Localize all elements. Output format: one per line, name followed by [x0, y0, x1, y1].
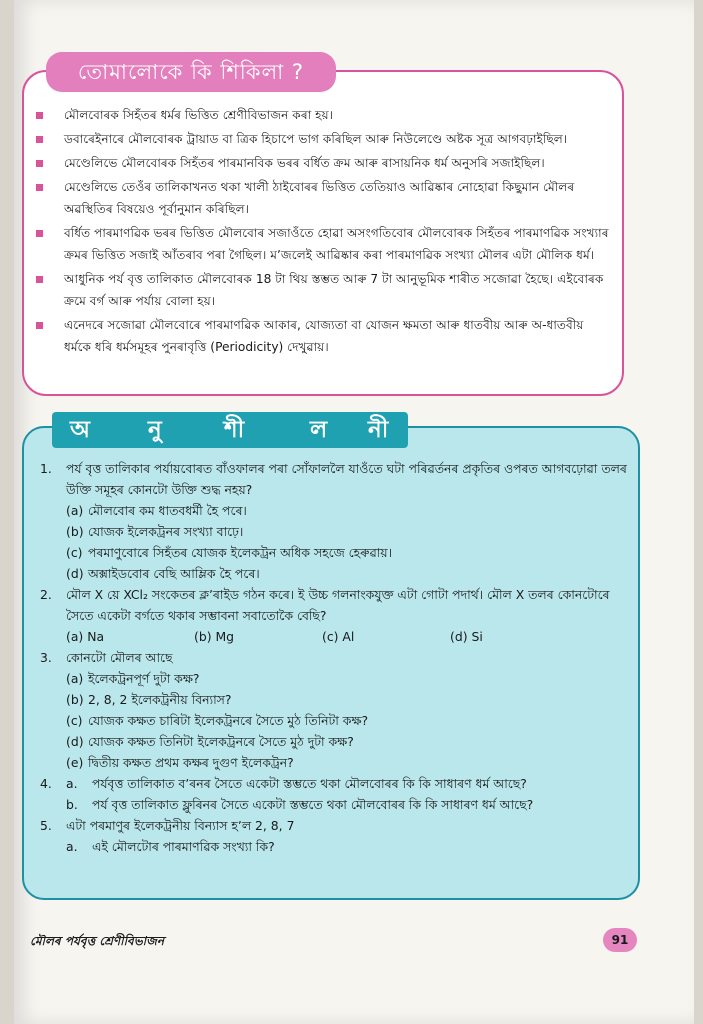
subquestion-text: পৰ্যবৃত্ত তালিকাত বʼৰনৰ সৈতে একেটা স্তম্ভতে থকা মৌলবোৰৰ কি কি সাধাৰণ ধৰ্ম আছে?: [92, 776, 527, 791]
subquestion: [40, 794, 630, 815]
subquestion: [40, 836, 630, 857]
summary-point: মেণ্ডেলিভে তেওঁৰ তালিকাখনত থকা খালী ঠাইবোৰৰ ভিত্তিত তেতিয়াও আৱিষ্কাৰ নোহোৱা কিছুমান মৌলৰ অৱস্থিতিৰ বিষয়েও পূৰ্বানুমান কৰিছিল।: [28, 176, 614, 220]
question-text: কোনটো মৌলৰ আছে: [66, 650, 173, 665]
option-row: [40, 626, 630, 647]
question-2: [40, 584, 630, 626]
question-number: 3.: [40, 650, 52, 665]
option: (c) Al: [322, 629, 355, 644]
summary-title: তোমালোকে কি শিকিলা ?: [46, 52, 336, 92]
question-number: 2.: [40, 587, 52, 602]
option-label: (c): [66, 545, 83, 560]
option-label: (c): [66, 713, 83, 728]
exercise-title-letter: ল: [310, 417, 328, 443]
exercise-title: [52, 412, 408, 448]
summary-list: [28, 104, 614, 360]
question-3: [40, 647, 630, 668]
option: [40, 731, 630, 752]
option-text: মৌলবোৰ কম ধাতবধৰ্মী হৈ পৰে।: [88, 503, 247, 518]
option: [40, 668, 630, 689]
option: [40, 500, 630, 521]
question-text: পৰ্য বৃত্ত তালিকাৰ পৰ্যায়বোৰত বাঁওফালৰ পৰা সোঁফাললৈ যাওঁতে ঘটা পৰিৱৰ্তনৰ প্ৰকৃতিৰ ওপৰত আগবঢ়োৱা তলৰ উক্তি সমূহৰ কোনটো উক্তি শুদ্ধ নহয়?: [66, 461, 627, 497]
question-text: মৌল X য়ে XCl₂ সংকেতৰ ক্লʼৰাইড গঠন কৰে। ই উচ্চ গলনাংকযুক্ত এটা গোটা পদাৰ্থ। মৌল X তলৰ কোনটোৰে সৈতে একেটা বৰ্গতে থকাৰ সম্ভাবনা সবাতোকৈ বেছি?: [66, 587, 610, 623]
summary-point: মেণ্ডেলিভে মৌলবোৰক সিহঁতৰ পাৰমানবিক ভৰৰ বৰ্ধিত ক্ৰম আৰু ৰাসায়নিক ধৰ্ম অনুসৰি সজাইছিল।: [28, 152, 614, 174]
option-text: যোজক কক্ষত তিনিটা ইলেকট্ৰনৰে সৈতে মুঠ দুটা কক্ষ?: [88, 734, 354, 749]
option: [40, 689, 630, 710]
question-text: এটা পৰমাণুৰ ইলেকট্ৰনীয় বিন্যাস হʼল 2, 8, 7: [66, 818, 295, 833]
summary-point: ডবাৰেইনাৰে মৌলবোৰক ট্ৰায়াড বা ত্ৰিক হিচাপে ভাগ কৰিছিল আৰু নিউলেণ্ডে অষ্টক সূত্ৰ আগবঢ়াইছিল।: [28, 128, 614, 150]
option-label: (b): [66, 524, 84, 539]
option-label: (d): [66, 734, 84, 749]
exercise-content: [40, 458, 630, 857]
subquestion-text: পৰ্য বৃত্ত তালিকাত ফ্লুৰিনৰ সৈতে একেটা স্তম্ভতে থকা মৌলবোৰৰ কি কি সাধাৰণ ধৰ্ম আছে?: [92, 797, 534, 812]
summary-point: আধুনিক পৰ্য বৃত্ত তালিকাত মৌলবোৰক 18 টা থিয় স্তম্ভত আৰু 7 টা আনুভূমিক শাৰীত সজোৱা হৈছে। এইবোৰক ক্ৰমে বৰ্গ আৰু পৰ্যায় বোলা হয়।: [28, 268, 614, 312]
question-1: [40, 458, 630, 500]
subquestion-label: a.: [66, 776, 78, 791]
option-label: (e): [66, 755, 84, 770]
summary-point: এনেদৰে সজোৱা মৌলবোৰে পাৰমাণৱিক আকাৰ, যোজ্যতা বা যোজন ক্ষমতা আৰু ধাতবীয় আৰু অ-ধাতবীয় ধৰ্মকে ধৰি ধৰ্মসমূহৰ পুনৰাবৃত্তি (Periodicity) দেখুৱায়।: [28, 314, 614, 358]
subquestion-label: b.: [66, 797, 78, 812]
question-number: 1.: [40, 461, 52, 476]
option-label: (a): [66, 671, 84, 686]
option-text: 2, 8, 2 ইলেকট্ৰনীয় বিন্যাস?: [88, 692, 232, 707]
option-text: পৰমাণুবোৰে সিহঁতৰ যোজক ইলেকট্ৰন অধিক সহজে হেৰুৱায়।: [88, 545, 393, 560]
exercise-title-letter: নু: [148, 417, 162, 443]
question-number: 4.: [40, 776, 52, 791]
exercise-title-letter: অ: [70, 417, 90, 443]
option: [40, 521, 630, 542]
summary-point: মৌলবোৰক সিহঁতৰ ধৰ্মৰ ভিত্তিত শ্ৰেণীবিভাজন কৰা হয়।: [28, 104, 614, 126]
option-text: দ্বিতীয় কক্ষত প্ৰথম কক্ষৰ দুগুণ ইলেকট্ৰন?: [88, 755, 294, 770]
exercise-title-letter: নী: [368, 417, 389, 443]
question-4: [40, 773, 630, 794]
exercise-title-letter: শী: [224, 417, 245, 443]
question-5: [40, 815, 630, 836]
option: (d) Si: [450, 629, 483, 644]
option-label: (a): [66, 503, 84, 518]
option-text: যোজক ইলেকট্ৰনৰ সংখ্যা বাঢ়ে।: [88, 524, 244, 539]
summary-point: বৰ্ধিত পাৰমাণৱিক ভৰৰ ভিত্তিত মৌলবোৰ সজাওঁতে হোৱা অসংগতিবোৰ মৌলবোৰক সিহঁতৰ পাৰমাণৱিক সংখ্যাৰ ক্ৰমৰ ভিত্তিত সজাই আঁতৰাব পৰা গৈছিল। মʼজলেই আৱিষ্কাৰ কৰা পাৰমাণৱিক সংখ্যা মৌলৰ এটা মৌলিক ধৰ্ম।: [28, 222, 614, 266]
option-label: (b): [66, 692, 84, 707]
option: [40, 563, 630, 584]
option: (a) Na: [66, 629, 105, 644]
chapter-title: মৌলৰ পৰ্যবৃত্ত শ্ৰেণীবিভাজন: [30, 934, 165, 948]
option: [40, 752, 630, 773]
option-label: (d): [66, 566, 84, 581]
option-text: অক্সাইডবোৰ বেছি আম্লিক হৈ পৰে।: [88, 566, 260, 581]
option: (b) Mg: [194, 629, 235, 644]
option: [40, 710, 630, 731]
page-number: 91: [603, 928, 637, 952]
option: [40, 542, 630, 563]
subquestion-text: এই মৌলটোৰ পাৰমাণৱিক সংখ্যা কি?: [92, 839, 275, 854]
option-text: ইলেকট্ৰনপূৰ্ণ দুটা কক্ষ?: [88, 671, 200, 686]
question-number: 5.: [40, 818, 52, 833]
subquestion-label: a.: [66, 839, 78, 854]
option-text: যোজক কক্ষত চাৰিটা ইলেকট্ৰনৰে সৈতে মুঠ তিনিটা কক্ষ?: [88, 713, 369, 728]
